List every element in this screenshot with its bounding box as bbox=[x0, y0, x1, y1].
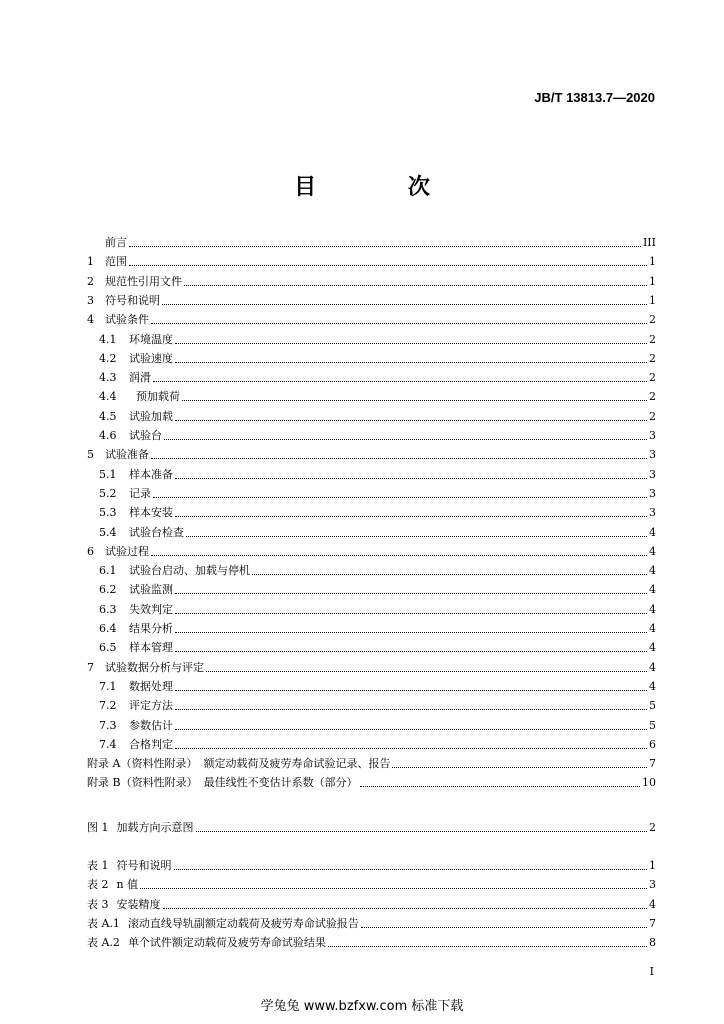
toc-entry[interactable] bbox=[87, 251, 656, 269]
toc-entry[interactable] bbox=[87, 348, 656, 366]
toc-entry-page: 2 bbox=[649, 352, 656, 365]
toc-entry-page: 3 bbox=[649, 878, 656, 891]
dot-leader bbox=[175, 478, 647, 479]
toc-entry-number: 表 2 bbox=[87, 878, 109, 891]
table-entry[interactable] bbox=[87, 894, 656, 912]
dot-leader bbox=[328, 946, 647, 947]
dot-leader bbox=[151, 323, 647, 324]
toc-entry-number: 表 A.1 bbox=[87, 917, 120, 930]
toc-entry[interactable] bbox=[87, 579, 656, 597]
dot-leader bbox=[175, 362, 647, 363]
toc-entry-number: 4.4 bbox=[99, 390, 117, 403]
toc-entry-page: 1 bbox=[649, 859, 656, 872]
toc-entry-title: 符号和说明 bbox=[116, 859, 172, 872]
dot-leader bbox=[129, 246, 641, 247]
dot-leader bbox=[151, 458, 647, 459]
dot-leader bbox=[392, 767, 647, 768]
toc-entry-number: 表 1 bbox=[87, 859, 109, 872]
toc-entry-title: 试验准备 bbox=[105, 448, 149, 461]
toc-entry-number: 7 bbox=[87, 661, 94, 674]
dot-leader bbox=[184, 285, 647, 286]
toc-entry-page: 4 bbox=[649, 622, 656, 635]
dot-leader bbox=[153, 497, 647, 498]
dot-leader bbox=[174, 869, 648, 870]
figure-entry[interactable] bbox=[87, 817, 656, 835]
toc-entry-title: 试验台 bbox=[129, 429, 162, 442]
toc-entry-title: 环境温度 bbox=[129, 333, 173, 346]
toc-entry[interactable] bbox=[87, 560, 656, 578]
toc-entry-title: 符号和说明 bbox=[105, 294, 160, 307]
dot-leader bbox=[175, 593, 647, 594]
toc-entry-number: 6.4 bbox=[99, 622, 117, 635]
toc-entry-page: 2 bbox=[649, 410, 656, 423]
dot-leader bbox=[252, 574, 647, 575]
toc-entry-page: 2 bbox=[649, 821, 656, 834]
toc-entry-title: 额定动载荷及疲劳寿命试验记录、报告 bbox=[203, 757, 391, 770]
toc-entry-page: 4 bbox=[649, 564, 656, 577]
toc-entry-title: 预加载荷 bbox=[129, 390, 180, 403]
dot-leader bbox=[175, 420, 647, 421]
toc-entry[interactable] bbox=[87, 695, 656, 713]
toc-entry-number: 5.3 bbox=[99, 506, 117, 519]
toc-entry-number: 2 bbox=[87, 275, 94, 288]
toc-entry-page: 3 bbox=[649, 487, 656, 500]
toc-entry-page: 3 bbox=[649, 429, 656, 442]
toc-entry-title: 评定方法 bbox=[129, 699, 173, 712]
toc-entry-number: 图 1 bbox=[87, 821, 109, 834]
toc-entry-number: 4.2 bbox=[99, 352, 117, 365]
toc-entry[interactable] bbox=[87, 232, 656, 250]
toc-entry-number: 附录 B（资料性附录） bbox=[87, 776, 198, 789]
standard-code: JB/T 13813.7—2020 bbox=[534, 90, 655, 105]
toc-entry-title: 范围 bbox=[105, 255, 127, 268]
toc-entry-number: 1 bbox=[87, 255, 94, 268]
toc-entry-page: III bbox=[642, 236, 656, 249]
toc-entry-page: 4 bbox=[649, 583, 656, 596]
toc-entry-number: 附录 A（资料性附录） bbox=[87, 757, 198, 770]
dot-leader bbox=[175, 729, 647, 730]
toc-entry-page: 7 bbox=[649, 757, 656, 770]
table-entry[interactable] bbox=[87, 932, 656, 950]
toc-entry-page: 1 bbox=[649, 275, 656, 288]
dot-leader bbox=[129, 265, 647, 266]
dot-leader bbox=[361, 927, 647, 928]
toc-entry-title: 试验监测 bbox=[129, 583, 173, 596]
toc-entry-title: 试验加载 bbox=[129, 410, 173, 423]
dot-leader bbox=[206, 671, 647, 672]
toc-entry-title: 数据处理 bbox=[129, 680, 173, 693]
toc-entry-title: 加载方向示意图 bbox=[116, 821, 194, 834]
toc-entry-page: 2 bbox=[649, 390, 656, 403]
dot-leader bbox=[151, 555, 647, 556]
toc-entry-page: 4 bbox=[649, 680, 656, 693]
toc-entry-number: 5.2 bbox=[99, 487, 117, 500]
toc-entry-page: 3 bbox=[649, 468, 656, 481]
dot-leader bbox=[140, 888, 647, 889]
toc-entry-number: 4.5 bbox=[99, 410, 117, 423]
toc-entry-title: 样本安装 bbox=[129, 506, 173, 519]
dot-leader bbox=[360, 786, 640, 787]
dot-leader bbox=[163, 908, 648, 909]
toc-entry-title: n 值 bbox=[116, 878, 139, 891]
toc-entry[interactable] bbox=[87, 657, 656, 675]
toc-entry-title: 试验条件 bbox=[105, 313, 149, 326]
toc-entry[interactable] bbox=[87, 444, 656, 462]
page-number: I bbox=[649, 965, 654, 978]
toc-entry-number: 4.6 bbox=[99, 429, 117, 442]
toc-entry[interactable] bbox=[87, 715, 656, 733]
toc-entry[interactable] bbox=[87, 753, 656, 771]
toc-entry-title: 滚动直线导轨副额定动载荷及疲劳寿命试验报告 bbox=[127, 917, 359, 930]
toc-entry-page: 1 bbox=[649, 294, 656, 307]
toc-entry-page: 2 bbox=[649, 313, 656, 326]
toc-entry-number: 表 3 bbox=[87, 898, 109, 911]
toc-entry-page: 1 bbox=[649, 255, 656, 268]
toc-entry-number: 4 bbox=[87, 313, 94, 326]
toc-entry-number: 6 bbox=[87, 545, 94, 558]
toc-entry-page: 6 bbox=[649, 738, 656, 751]
toc-entry-page: 4 bbox=[649, 898, 656, 911]
toc-entry-title: 记录 bbox=[129, 487, 151, 500]
toc-entry[interactable] bbox=[87, 599, 656, 617]
toc-entry[interactable] bbox=[87, 618, 656, 636]
toc-entry[interactable] bbox=[87, 271, 656, 289]
toc-entry-page: 4 bbox=[649, 661, 656, 674]
dot-leader bbox=[175, 632, 647, 633]
toc-entry-number: 5 bbox=[87, 448, 94, 461]
toc-entry-page: 3 bbox=[649, 448, 656, 461]
toc-entry[interactable] bbox=[87, 329, 656, 347]
toc-entry-title: 单个试件额定动载荷及疲劳寿命试验结果 bbox=[127, 936, 326, 949]
table-entry[interactable] bbox=[87, 874, 656, 892]
table-entry[interactable] bbox=[87, 913, 656, 931]
toc-entry-title: 失效判定 bbox=[129, 603, 173, 616]
toc-entry-title: 润滑 bbox=[129, 371, 151, 384]
toc-entry-number: 7.4 bbox=[99, 738, 117, 751]
toc-entry-title: 最佳线性不变估计系数（部分） bbox=[203, 776, 358, 789]
toc-entry-number: 6.2 bbox=[99, 583, 117, 596]
toc-entry-number: 6.3 bbox=[99, 603, 117, 616]
toc-entry[interactable] bbox=[87, 541, 656, 559]
toc-entry-title: 规范性引用文件 bbox=[105, 275, 182, 288]
page-title: 目 次 bbox=[294, 174, 472, 200]
dot-leader bbox=[153, 381, 647, 382]
toc-entry[interactable] bbox=[87, 309, 656, 327]
toc-entry[interactable] bbox=[87, 522, 656, 540]
toc-entry-page: 3 bbox=[649, 506, 656, 519]
toc-entry-page: 4 bbox=[649, 526, 656, 539]
dot-leader bbox=[182, 400, 647, 401]
dot-leader bbox=[175, 709, 647, 710]
toc-entry-number: 6.1 bbox=[99, 564, 117, 577]
toc-entry[interactable] bbox=[87, 464, 656, 482]
dot-leader bbox=[175, 613, 647, 614]
dot-leader bbox=[162, 304, 647, 305]
toc-entry-title: 合格判定 bbox=[129, 738, 173, 751]
toc-entry[interactable] bbox=[87, 367, 656, 385]
toc-entry-page: 5 bbox=[649, 719, 656, 732]
toc-entry-title: 试验过程 bbox=[105, 545, 149, 558]
toc-entry[interactable] bbox=[87, 406, 656, 424]
toc-entry-page: 2 bbox=[649, 333, 656, 346]
toc-entry-title: 试验台启动、加载与停机 bbox=[129, 564, 250, 577]
toc-entry-title: 参数估计 bbox=[129, 719, 173, 732]
toc-entry[interactable] bbox=[87, 386, 656, 404]
toc-entry-number: 7.3 bbox=[99, 719, 117, 732]
toc-entry[interactable] bbox=[87, 637, 656, 655]
toc-entry-title: 试验数据分析与评定 bbox=[105, 661, 204, 674]
toc-entry-number: 3 bbox=[87, 294, 94, 307]
toc-entry[interactable] bbox=[87, 425, 656, 443]
toc-entry-page: 7 bbox=[649, 917, 656, 930]
toc-entry-number: 5.4 bbox=[99, 526, 117, 539]
footer-watermark[interactable]: 学兔兔 www.bzfxw.com 标准下载 bbox=[260, 999, 464, 1014]
toc-entry-page: 4 bbox=[649, 603, 656, 616]
toc-entry-number: 7.2 bbox=[99, 699, 117, 712]
dot-leader bbox=[175, 516, 647, 517]
dot-leader bbox=[164, 439, 647, 440]
toc-entry-page: 4 bbox=[649, 641, 656, 654]
toc-entry-page: 8 bbox=[649, 936, 656, 949]
toc-entry-number: 5.1 bbox=[99, 468, 117, 481]
toc-entry-number: 7.1 bbox=[99, 680, 117, 693]
toc-entry-title: 样本准备 bbox=[129, 468, 173, 481]
toc-entry-number: 4.1 bbox=[99, 333, 117, 346]
toc-entry-page: 4 bbox=[649, 545, 656, 558]
toc-entry-title: 安装精度 bbox=[116, 898, 161, 911]
dot-leader bbox=[175, 651, 647, 652]
toc-entry-title: 结果分析 bbox=[129, 622, 173, 635]
dot-leader bbox=[175, 690, 647, 691]
toc-entry-number: 4.3 bbox=[99, 371, 117, 384]
toc-entry-page: 10 bbox=[642, 776, 656, 789]
toc-entry-number: 6.5 bbox=[99, 641, 117, 654]
toc-entry[interactable] bbox=[87, 772, 656, 790]
toc-entry-title: 样本管理 bbox=[129, 641, 173, 654]
toc-entry-title: 试验台检查 bbox=[129, 526, 184, 539]
toc-entry-number: 表 A.2 bbox=[87, 936, 120, 949]
toc-entry[interactable] bbox=[87, 290, 656, 308]
toc-entry[interactable] bbox=[87, 676, 656, 694]
toc-entry-title: 前言 bbox=[105, 236, 127, 249]
toc-entry[interactable] bbox=[87, 734, 656, 752]
toc-entry[interactable] bbox=[87, 483, 656, 501]
dot-leader bbox=[175, 343, 647, 344]
dot-leader bbox=[186, 536, 647, 537]
toc-entry-page: 2 bbox=[649, 371, 656, 384]
toc-entry[interactable] bbox=[87, 502, 656, 520]
table-entry[interactable] bbox=[87, 855, 656, 873]
dot-leader bbox=[196, 831, 648, 832]
toc-entry-title: 试验速度 bbox=[129, 352, 173, 365]
toc-entry-page: 5 bbox=[649, 699, 656, 712]
dot-leader bbox=[175, 748, 647, 749]
